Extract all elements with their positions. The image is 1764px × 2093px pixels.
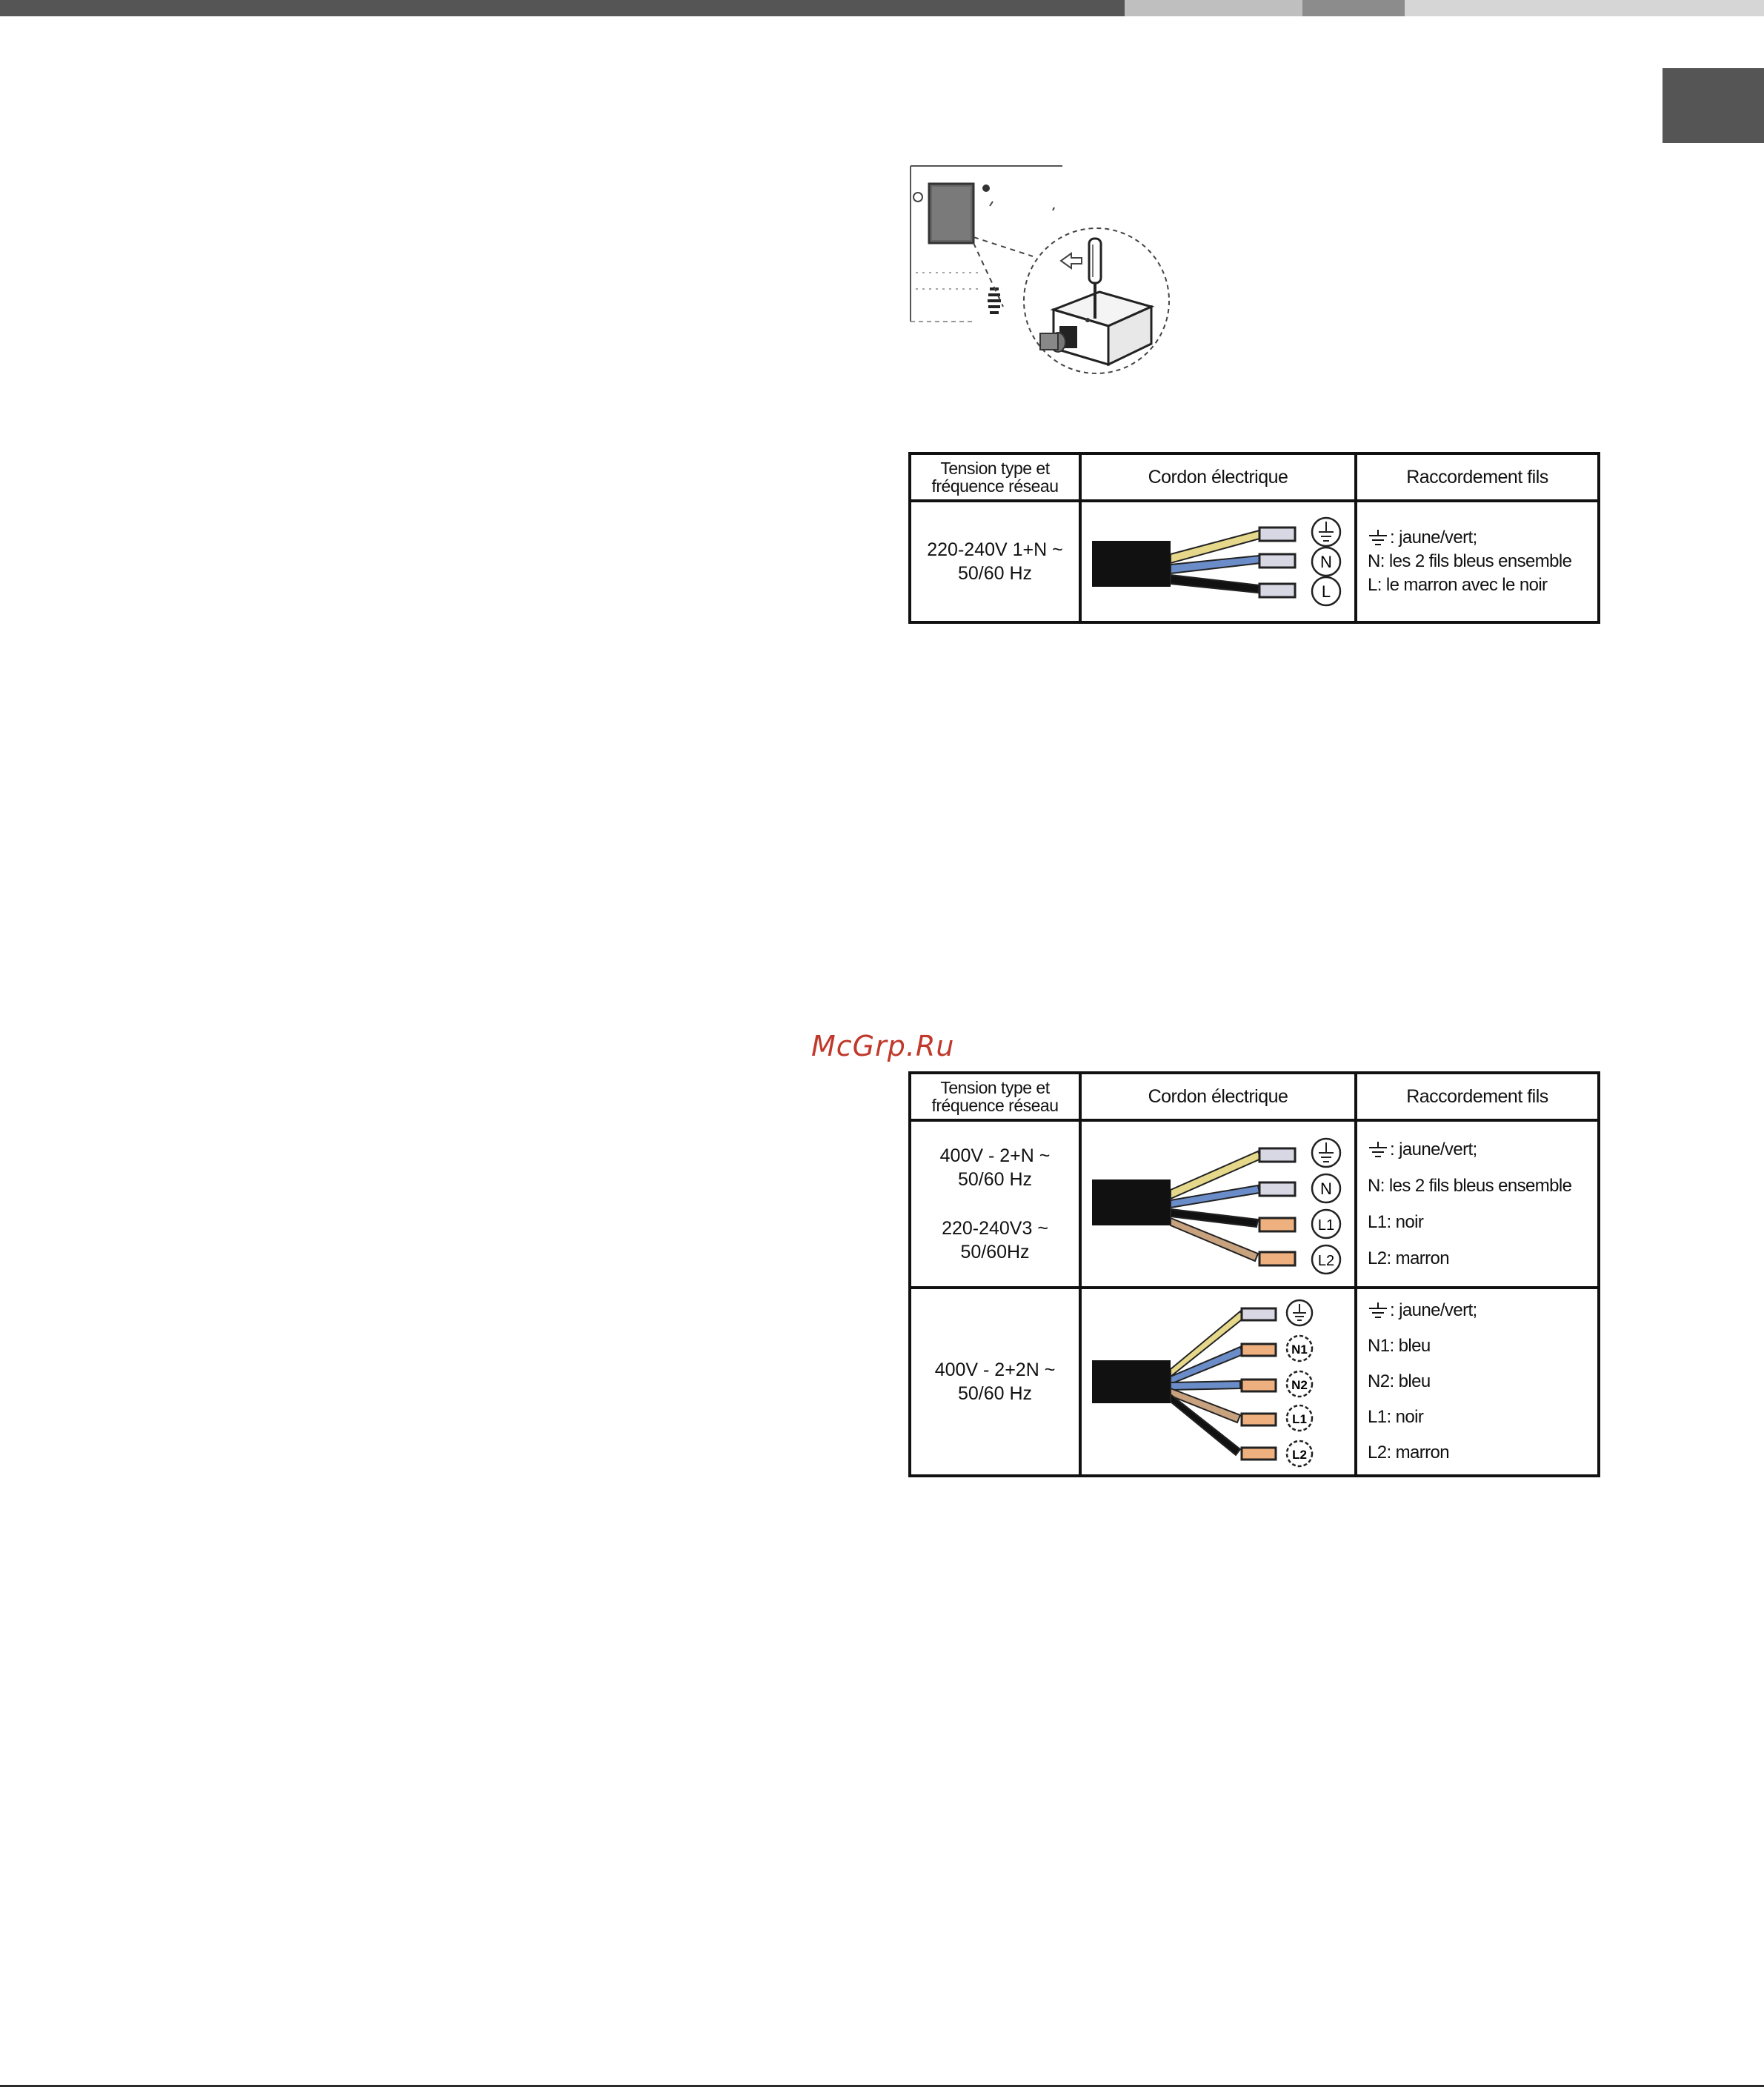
- terminal-label: L1: [1317, 1217, 1335, 1234]
- voltage-cell: [910, 501, 1080, 622]
- header-bar-mid: [1302, 0, 1405, 16]
- voltage-line: 400V - 2+2N ~: [934, 1360, 1056, 1380]
- wiring-table-single-phase: [908, 452, 1600, 624]
- wiring-legend: [1356, 501, 1599, 622]
- table-row: [910, 501, 1599, 622]
- legend-line: N: les 2 fils bleus ensemble: [1368, 1175, 1572, 1196]
- cord-5-wire: [1082, 1289, 1354, 1474]
- header-voltage: [910, 453, 1080, 501]
- ground-icon: [1368, 1142, 1388, 1158]
- cord-diagram: [1080, 501, 1356, 622]
- legend-line: L2: marron: [1368, 1443, 1450, 1463]
- legend-line: [1368, 1293, 1597, 1328]
- header-voltage: [910, 1073, 1080, 1120]
- terminal-label: N: [1320, 1179, 1332, 1198]
- header-bar-light: [1125, 0, 1302, 16]
- cord-diagram: [1080, 1120, 1356, 1288]
- frequency-line: 50/60 Hz: [957, 1169, 1033, 1190]
- legend-line: N: les 2 fils bleus ensemble: [1368, 551, 1572, 571]
- ground-icon: [1368, 530, 1388, 546]
- legend-text: : jaune/vert;: [1390, 528, 1477, 548]
- cord-4-wire: [1082, 1122, 1354, 1286]
- table-header-row: [910, 1073, 1599, 1120]
- header-voltage-line1: Tension type et: [940, 1078, 1050, 1097]
- wiring-table-multi-phase: [908, 1071, 1600, 1477]
- header-voltage-line2: fréquence réseau: [931, 1096, 1059, 1115]
- legend-line: L1: noir: [1368, 1407, 1424, 1427]
- ground-icon: [1368, 1302, 1388, 1319]
- legend-text: : jaune/vert;: [1390, 1300, 1477, 1320]
- header-bar-dark: [0, 0, 1125, 16]
- wiring-legend: [1356, 1288, 1599, 1476]
- legend-line: N2: bleu: [1368, 1371, 1431, 1391]
- legend-line: N1: bleu: [1368, 1336, 1431, 1356]
- header-bar-pale: [1405, 0, 1764, 16]
- terminal-box-illustration: [907, 162, 1181, 376]
- header-wires: Raccordement fils: [1356, 453, 1599, 501]
- frequency-line: 50/60Hz: [960, 1242, 1030, 1262]
- table-row: [910, 1120, 1599, 1288]
- voltage-cell: [910, 1120, 1080, 1288]
- legend-text: : jaune/vert;: [1390, 1139, 1477, 1159]
- watermark: McGrp.Ru: [811, 1030, 955, 1062]
- voltage-cell: [910, 1288, 1080, 1476]
- table-row: [910, 1288, 1599, 1476]
- frequency-line: 50/60 Hz: [957, 1383, 1033, 1404]
- terminal-label: L: [1321, 582, 1331, 601]
- footer-rule: [0, 2085, 1764, 2087]
- terminal-label: N: [1320, 553, 1332, 571]
- header-cord: Cordon électrique: [1080, 1073, 1356, 1120]
- cord-3-wire: [1082, 502, 1354, 621]
- legend-line: [1368, 1131, 1597, 1168]
- header-cord: Cordon électrique: [1080, 453, 1356, 501]
- cord-diagram: [1080, 1288, 1356, 1476]
- header-voltage-line2: fréquence réseau: [931, 476, 1059, 496]
- legend-line: L1: noir: [1368, 1211, 1424, 1232]
- terminal-label: N1: [1291, 1342, 1308, 1357]
- terminal-label: L2: [1292, 1448, 1307, 1462]
- wiring-legend: [1356, 1120, 1599, 1288]
- terminal-label: L1: [1292, 1412, 1307, 1426]
- header-wires: Raccordement fils: [1356, 1073, 1599, 1120]
- voltage-line: 220-240V 1+N ~: [927, 539, 1063, 560]
- voltage-line: 220-240V3 ~: [942, 1218, 1048, 1239]
- legend-line: L2: marron: [1368, 1248, 1450, 1268]
- header-voltage-line1: Tension type et: [940, 459, 1050, 478]
- terminal-label: N2: [1291, 1378, 1308, 1392]
- legend-line: L: le marron avec le noir: [1368, 575, 1548, 595]
- terminal-label: L2: [1317, 1253, 1335, 1269]
- voltage-line: 400V - 2+N ~: [939, 1145, 1051, 1166]
- frequency-line: 50/60 Hz: [957, 563, 1033, 584]
- table-header-row: [910, 453, 1599, 501]
- legend-line: [1368, 526, 1597, 550]
- language-tab: [1663, 68, 1764, 143]
